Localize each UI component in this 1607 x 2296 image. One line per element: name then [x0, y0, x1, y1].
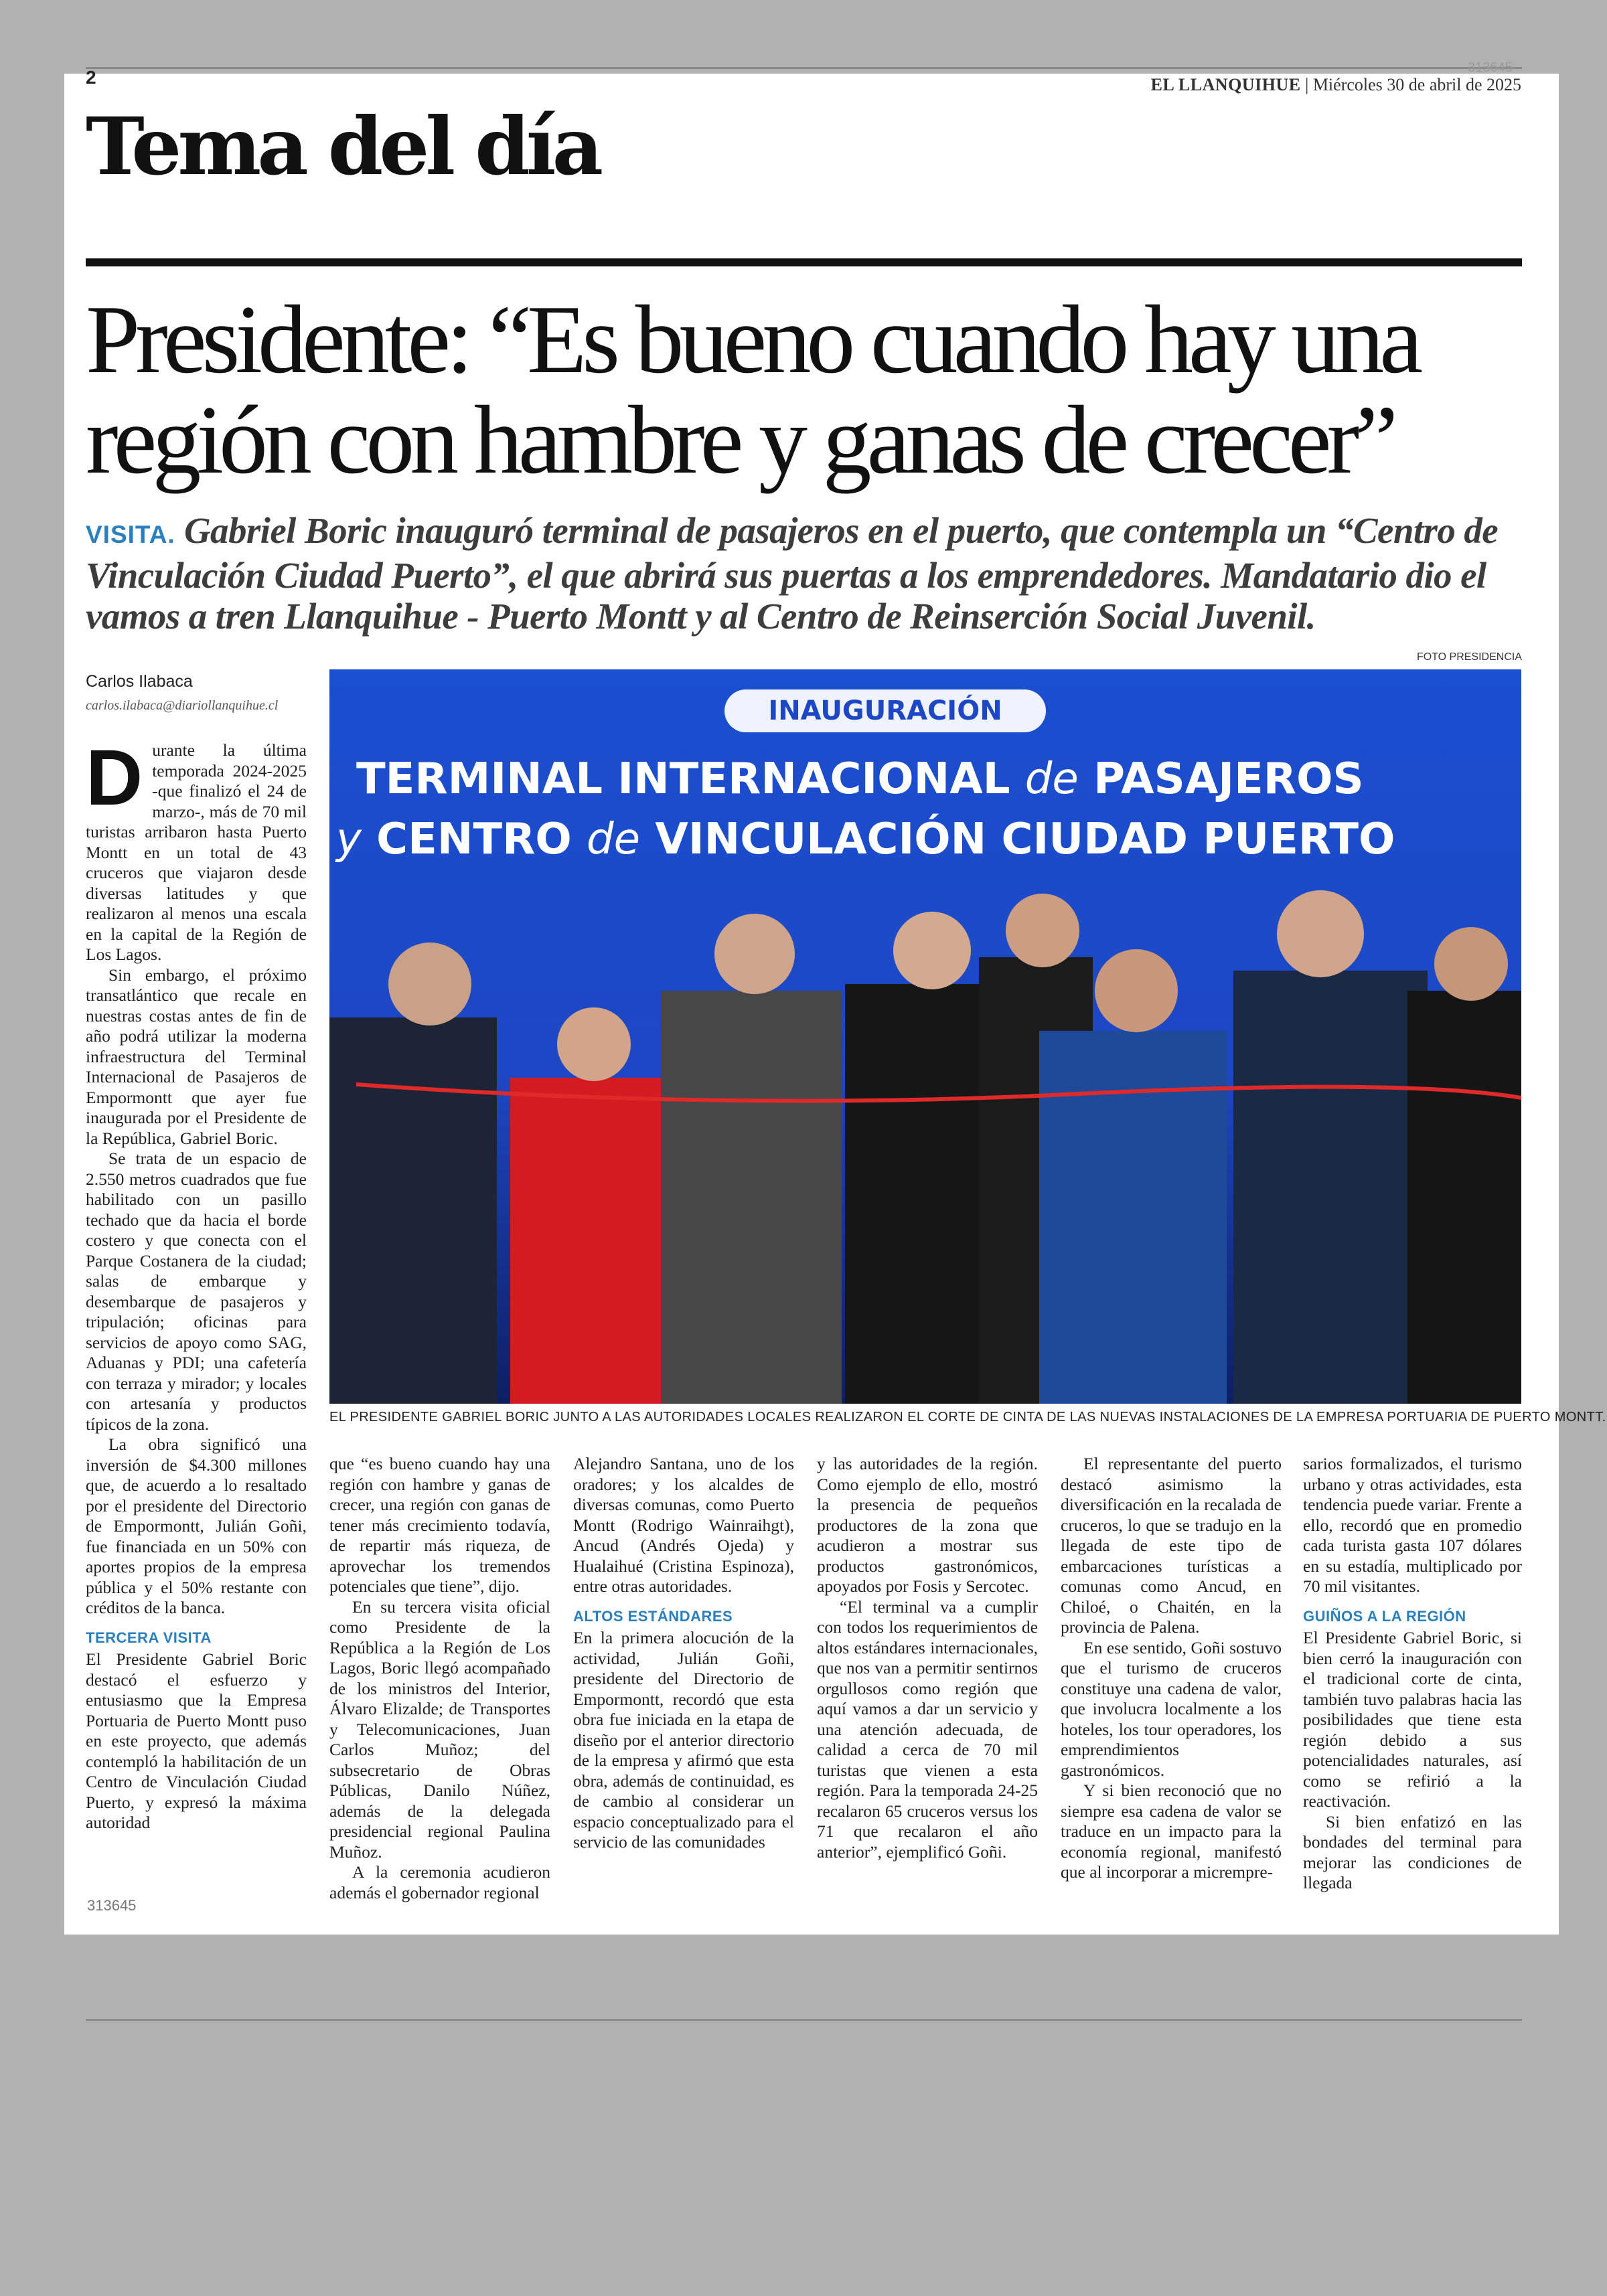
paragraph: sarios formalizados, el turismo urbano y otras actividades, esta tendencia puede variar. Frente a ello, recordó que en promedio cada turista gasta 107 dólares en su estadía, multiplicado por 70 mil visitantes.	[1303, 1454, 1522, 1596]
paragraph: En ese sentido, Goñi sostuvo que el turismo de cruceros constituye una cadena de valor, que involucra localmente a los hoteles, los tour operadores, los emprendimientos gastronómicos.	[1061, 1637, 1282, 1780]
column-1	[86, 734, 307, 1833]
paragraph: Si bien enfatizó en las bondades del terminal para mejorar las condiciones de llegada	[1303, 1811, 1522, 1892]
page-number: 2	[86, 67, 96, 88]
author-name: Carlos Ilabaca	[86, 672, 193, 691]
drop-cap: D	[86, 734, 143, 822]
photo-caption: EL PRESIDENTE GABRIEL BORIC JUNTO A LAS AUTORIDADES LOCALES REALIZARON EL CORTE DE CINTA DE LAS NUEVAS INSTALACIONES DE LA EMPRESA PORTUARIA DE PUERTO MONTT.	[329, 1410, 1606, 1424]
top-rule	[86, 67, 1522, 69]
subheading: TERCERA VISITA	[86, 1629, 212, 1646]
lead-text: Gabriel Boric inauguró terminal de pasajeros en el puerto, que contempla un “Centro de Vinculación Ciudad Puerto”, el que abrirá sus puertas a los emprendedores. Mandatario dio el vamos a tren Llanquihue - Puerto Montt y al Centro de Reinserción Social Juvenil.	[86, 510, 1499, 637]
banner-line-1: TERMINAL INTERNACIONAL de PASAJEROS	[356, 754, 1364, 804]
section-rule	[86, 258, 1522, 266]
column-2	[329, 1454, 550, 1903]
column-4	[817, 1454, 1038, 1862]
paragraph: “El terminal va a cumplir con todos los requerimientos de altos estándares internacionales, que nos van a permitir sentirnos orgullosos como región que aquí vamos a dar un servicio y una atención adecuada, de calidad a cerca de 70 mil turistas que vienen a esta región. Para la temporada 24-25 recalaron 65 cruceros versus los 71 que recalaron el año anterior”, ejemplificó Goñi.	[817, 1596, 1038, 1862]
paragraph: El Presidente Gabriel Boric destacó el esfuerzo y entusiasmo que la Empresa Portuaria de Puerto Montt puso en este proyecto, que además contempló la habilitación de un Centro de Vinculación Ciudad Puerto, y expresó la máxima autoridad	[86, 1649, 307, 1832]
paragraph: urante la última temporada 2024-2025 -que finalizó el 24 de marzo-, más de 70 mil turistas arribaron hasta Puerto Montt en un total de 43 cruceros que viajaron desde diversas latitudes y que realizaron al menos una escala en la capital de la Región de Los Lagos.	[86, 740, 307, 964]
reference-number-bottom: 313645	[87, 1897, 137, 1914]
subheading: ALTOS ESTÁNDARES	[573, 1607, 733, 1625]
issue-date: Miércoles 30 de abril de 2025	[1312, 75, 1521, 94]
lead-paragraph	[86, 510, 1522, 637]
paragraph: En su tercera visita oficial como Presidente de la República a la Región de Los Lagos, Boric llegó acompañado de los ministros del Interior, Álvaro Elizalde; de Transportes y Telecomunicaciones, Juan Carlos Muñoz; del subsecretario de Obras Públicas, Danilo Núñez, además de la delegada presidencial regional Paulina Muñoz.	[329, 1596, 550, 1862]
reference-number-top: 313645	[1468, 60, 1513, 75]
paragraph: Se trata de un espacio de 2.550 metros cuadrados que fue habilitado con un pasillo techado que da hacia el borde costero y que conecta con el Parque Costanera de la ciudad; salas de embarque y desembarque de pasajeros y tripulación; oficinas para servicios de apoyo como SAG, Aduanas y PDI; una cafetería con terraza y mirador; y locales con artesanía y productos típicos de la zona.	[86, 1149, 307, 1434]
newspaper-name: EL LLANQUIHUE	[1150, 75, 1301, 94]
section-title: Tema del día	[86, 100, 600, 193]
column-6	[1303, 1454, 1522, 1894]
paragraph: En la primera alocución de la actividad, Julián Goñi, presidente del Directorio de Empormontt, recordó que esta obra fue iniciada en la etapa de diseño por el anterior directorio de la empresa y afirmó que esta obra, además de continuidad, es de cambio al considerar un espacio conceptualizado para el servicio de las comunidades	[573, 1628, 794, 1852]
paragraph: El Presidente Gabriel Boric, si bien cerró la inauguración con el tradicional corte de cinta, también tuvo palabras hacia las posibilidades que tiene esta región debido a sus potencialidades naturales, así como se refirió a la reactivación.	[1303, 1628, 1522, 1811]
column-3	[573, 1454, 794, 1853]
banner-line-2: y CENTRO de VINCULACIÓN CIUDAD PUERTO	[336, 815, 1395, 864]
paragraph: Alejandro Santana, uno de los oradores; y los alcaldes de diversas comunas, como Puerto Montt (Rodrigo Wainraihgt), Ancud (Andrés Ojeda) y Hualaihué (Cristina Espinoza), entre otras autoridades.	[573, 1454, 794, 1596]
paragraph: El representante del puerto destacó asimismo la diversificación en la recalada de cruceros, lo que se tradujo en la llegada de este tipo de embarcaciones turísticas a comunas como Ancud, en Chiloé, o Chaitén, en la provincia de Palena.	[1061, 1454, 1282, 1637]
banner-label: INAUGURACIÓN	[768, 695, 1002, 726]
headline: Presidente: “Es bueno cuando hay una región con hambre y ganas de crecer”	[86, 285, 1419, 494]
paragraph: que “es bueno cuando hay una región con hambre y ganas de crecer, una región con ganas de tener más crecimiento todavía, de repartir más riqueza, de aprovechar los tremendos potenciales que tiene”, dijo.	[329, 1454, 550, 1596]
inauguration-photo	[329, 669, 1521, 1404]
paragraph: La obra significó una inversión de $4.300 millones que, de acuerdo a lo resaltado por el presidente del Directorio de Empormontt, Julián Goñi, fue financiada en un 50% con aportes propios de la empresa pública y el 50% restante con créditos de la banca.	[86, 1434, 307, 1617]
masthead: EL LLANQUIHUE | Miércoles 30 de abril de 2025	[1150, 75, 1521, 94]
column-5	[1061, 1454, 1282, 1883]
author-email: carlos.ilabaca@diariollanquihue.cl	[86, 698, 279, 713]
subheading: GUIÑOS A LA REGIÓN	[1303, 1607, 1466, 1625]
lead-kicker: VISITA.	[86, 521, 175, 548]
paragraph: A la ceremonia acudieron además el gobernador regional	[329, 1862, 550, 1902]
paragraph: Y si bien reconoció que no siempre esa cadena de valor se traduce en un impacto para la economía regional, manifestó que al incorporar a micrempre-	[1061, 1781, 1282, 1882]
bottom-rule	[86, 2019, 1522, 2021]
paragraph: y las autoridades de la región. Como ejemplo de ello, mostró la presencia de pequeños productores de la zona que acudieron a mostrar sus productos gastronómicos, apoyados por Fosis y Sercotec.	[817, 1454, 1038, 1596]
paragraph: Sin embargo, el próximo transatlántico que recale en nuestras costas antes de fin de año podrá utilizar la moderna infraestructura del Terminal Internacional de Pasajeros de Empormontt que ayer fue inaugurada por el Presidente de la República, Gabriel Boric.	[86, 965, 307, 1148]
photo-credit: FOTO PRESIDENCIA	[1416, 651, 1522, 663]
